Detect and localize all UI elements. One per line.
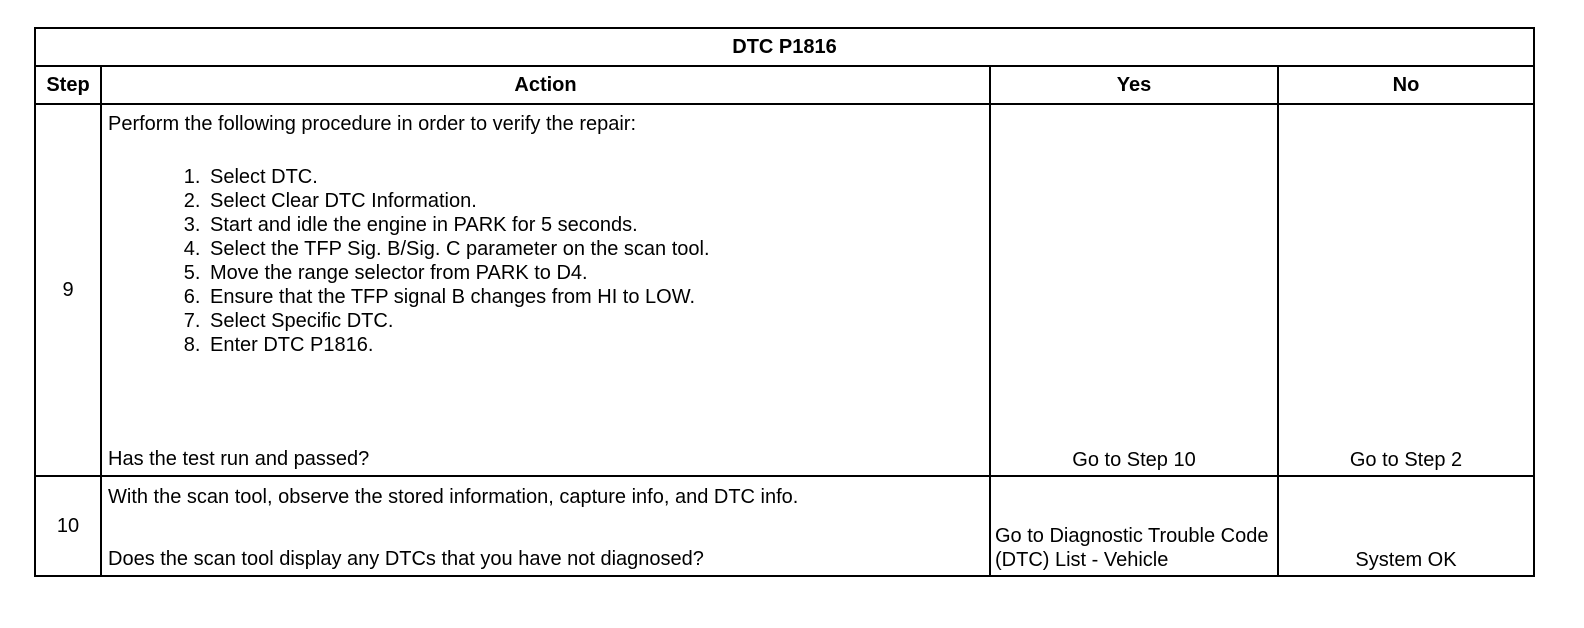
yes-result: Go to Diagnostic Trouble Code (DTC) List - Vehicle	[990, 476, 1278, 576]
procedure-item: 5. Move the range selector from PARK to D4.	[206, 261, 985, 285]
action-cell	[101, 476, 990, 576]
table-row-step-9	[35, 104, 1534, 476]
header-step: Step	[35, 66, 101, 104]
table-row-step-10	[35, 476, 1534, 576]
title-row	[35, 28, 1534, 66]
procedure-item: 1. Select DTC.	[206, 165, 985, 189]
no-result: System OK	[1278, 476, 1534, 576]
action-instruction: With the scan tool, observe the stored information, capture info, and DTC info.	[108, 486, 799, 508]
action-question: Does the scan tool display any DTCs that you have not diagnosed?	[108, 548, 704, 570]
header-action: Action	[101, 66, 990, 104]
procedure-item: 6. Ensure that the TFP signal B changes from HI to LOW.	[206, 285, 985, 309]
procedure-item: 2. Select Clear DTC Information.	[206, 189, 985, 213]
no-result: Go to Step 2	[1278, 104, 1534, 476]
dtc-table	[34, 27, 1535, 577]
table-title: DTC P1816	[35, 28, 1534, 66]
yes-result: Go to Step 10	[990, 104, 1278, 476]
action-intro: Perform the following procedure in order to verify the repair:	[108, 113, 637, 135]
procedure-list	[108, 165, 985, 357]
header-no: No	[1278, 66, 1534, 104]
procedure-item: 8. Enter DTC P1816.	[206, 333, 985, 357]
header-yes: Yes	[990, 66, 1278, 104]
header-row	[35, 66, 1534, 104]
step-number: 10	[35, 476, 101, 576]
procedure-item: 7. Select Specific DTC.	[206, 309, 985, 333]
step-number: 9	[35, 104, 101, 476]
action-cell	[101, 104, 990, 476]
action-question: Has the test run and passed?	[108, 448, 370, 470]
procedure-item: 4. Select the TFP Sig. B/Sig. C parameter on the scan tool.	[206, 237, 985, 261]
procedure-item: 3. Start and idle the engine in PARK for 5 seconds.	[206, 213, 985, 237]
